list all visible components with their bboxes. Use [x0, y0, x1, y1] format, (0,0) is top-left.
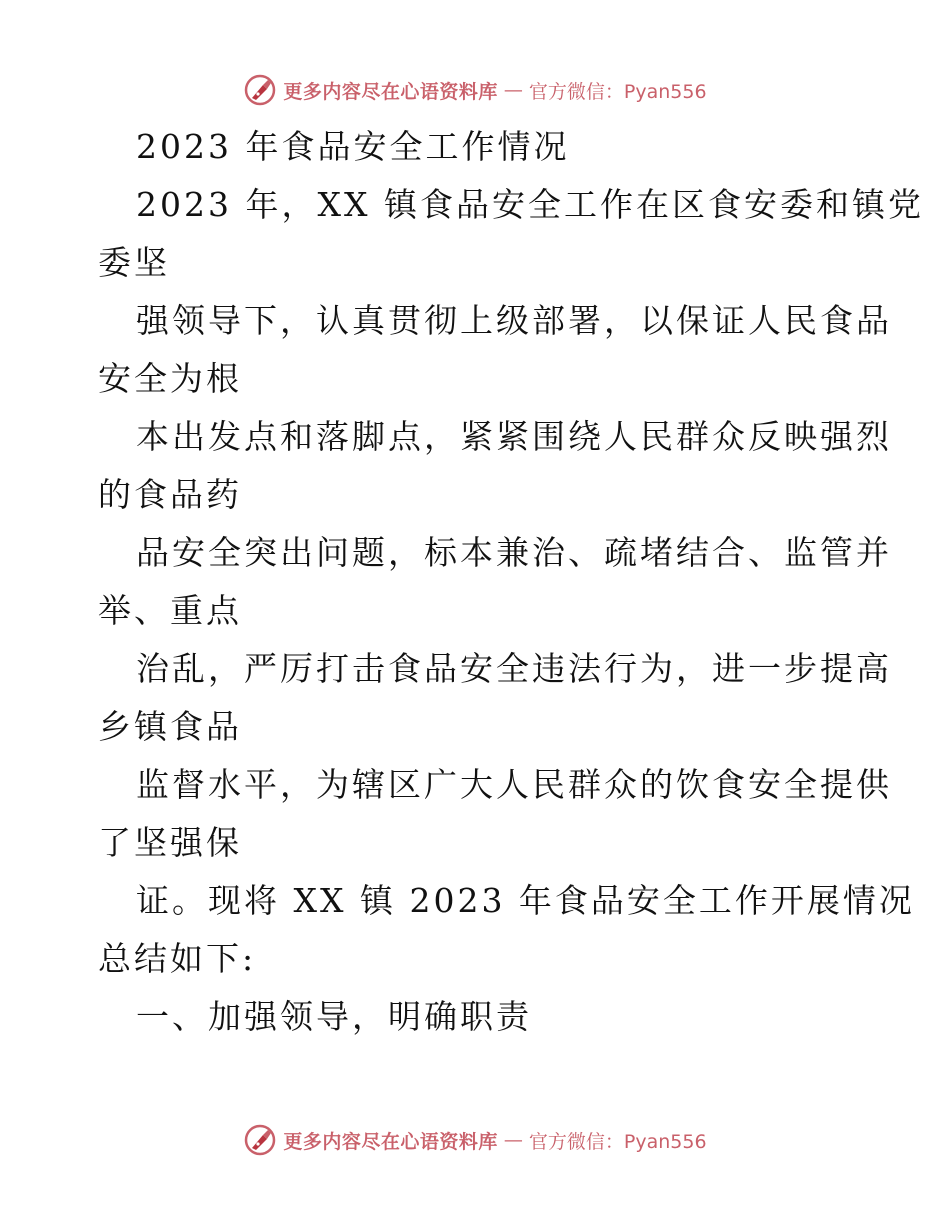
paragraph-line: 乡镇食品 [98, 707, 242, 746]
paragraph-line: 证。现将 XX 镇 2023 年食品安全工作开展情况 [136, 881, 915, 920]
document-title: 2023 年食品安全工作情况 [136, 127, 570, 166]
paragraph-line: 举、重点 [98, 591, 242, 630]
document-body [98, 118, 924, 1046]
paragraph-line: 了坚强保 [98, 823, 242, 862]
pen-nib-logo-icon [243, 1123, 277, 1157]
paragraph-line: 本出发点和落脚点，紧紧围绕人民群众反映强烈 [136, 417, 892, 456]
paragraph-line: 的食品药 [98, 475, 242, 514]
paragraph-line: 安全为根 [98, 359, 242, 398]
pen-nib-logo-icon [243, 73, 277, 107]
banner-wechat: 官方微信：Pyan556 [528, 1130, 707, 1153]
banner-text: 更多内容尽在心语资料库 [283, 80, 498, 103]
paragraph-line: 监督水平，为辖区广大人民群众的饮食安全提供 [136, 765, 892, 804]
section-heading: 一、加强领导，明确职责 [136, 997, 532, 1036]
banner-separator: — [503, 79, 523, 101]
paragraph-line: 强领导下，认真贯彻上级部署，以保证人民食品 [136, 301, 892, 340]
paragraph-line: 品安全突出问题，标本兼治、疏堵结合、监管并 [136, 533, 892, 572]
paragraph-line: 委坚 [98, 243, 170, 282]
footer-banner [0, 1120, 950, 1160]
paragraph-line: 2023 年，XX 镇食品安全工作在区食安委和镇党 [136, 185, 924, 224]
banner-separator: — [503, 1129, 523, 1151]
banner-wechat: 官方微信：Pyan556 [528, 80, 707, 103]
banner-text: 更多内容尽在心语资料库 [283, 1130, 498, 1153]
header-banner [0, 70, 950, 110]
paragraph-line: 总结如下: [98, 939, 257, 978]
paragraph-line: 治乱，严厉打击食品安全违法行为，进一步提高 [136, 649, 892, 688]
